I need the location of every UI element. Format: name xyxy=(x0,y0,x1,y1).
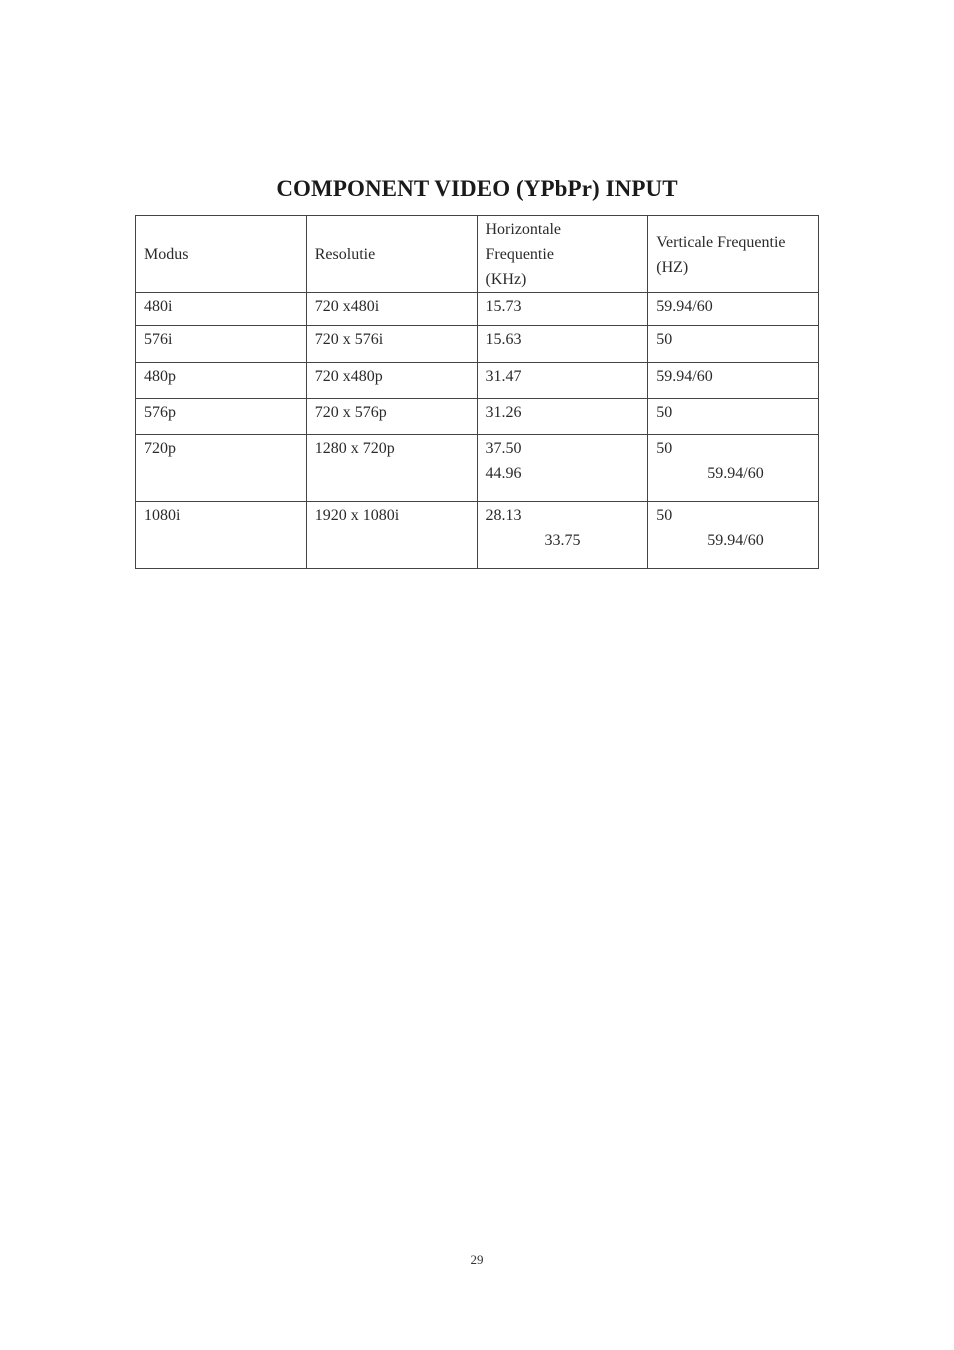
hfreq-value: 44.96 xyxy=(485,465,522,482)
header-vertical-frequency xyxy=(648,216,819,293)
vfreq-value: 59.94/60 xyxy=(707,532,764,549)
page-title: COMPONENT VIDEO (YPbPr) INPUT xyxy=(276,176,678,201)
cell-mode: 576p xyxy=(136,399,307,435)
cell-resolution: 720 x480i xyxy=(306,293,477,326)
hfreq-value: 37.50 xyxy=(485,440,522,457)
component-input-table xyxy=(135,215,819,569)
table-row xyxy=(136,399,819,435)
cell-mode: 576i xyxy=(136,326,307,363)
hfreq-value: 31.47 xyxy=(485,368,522,385)
header-hfreq-line: Horizontale xyxy=(485,221,562,238)
table-row xyxy=(136,363,819,399)
header-resolution: Resolutie xyxy=(306,216,477,293)
hfreq-value: 15.73 xyxy=(485,298,522,315)
cell-vfreq xyxy=(648,293,819,326)
cell-resolution: 720 x 576p xyxy=(306,399,477,435)
cell-vfreq xyxy=(648,363,819,399)
cell-hfreq xyxy=(477,502,648,569)
hfreq-value: 15.63 xyxy=(485,331,522,348)
page-number: 29 xyxy=(470,1252,484,1267)
cell-hfreq xyxy=(477,363,648,399)
table-row xyxy=(136,435,819,502)
hfreq-value: 31.26 xyxy=(485,404,522,421)
vfreq-value: 59.94/60 xyxy=(656,368,713,385)
vfreq-value: 50 xyxy=(656,331,673,348)
cell-resolution: 720 x480p xyxy=(306,363,477,399)
cell-vfreq xyxy=(648,399,819,435)
header-hfreq-line: (KHz) xyxy=(485,271,527,288)
header-mode: Modus xyxy=(136,216,307,293)
cell-vfreq xyxy=(648,326,819,363)
cell-mode: 720p xyxy=(136,435,307,502)
cell-vfreq xyxy=(648,435,819,502)
vfreq-value: 50 xyxy=(656,507,673,524)
cell-resolution: 1920 x 1080i xyxy=(306,502,477,569)
cell-hfreq xyxy=(477,399,648,435)
cell-mode: 1080i xyxy=(136,502,307,569)
cell-resolution: 720 x 576i xyxy=(306,326,477,363)
cell-hfreq xyxy=(477,326,648,363)
table-row xyxy=(136,293,819,326)
cell-resolution: 1280 x 720p xyxy=(306,435,477,502)
header-vfreq-line: (HZ) xyxy=(656,258,689,276)
cell-hfreq xyxy=(477,435,648,502)
header-hfreq-line: Frequentie xyxy=(485,246,554,263)
cell-vfreq xyxy=(648,502,819,569)
table-row xyxy=(136,502,819,569)
vfreq-value: 50 xyxy=(656,404,673,421)
cell-mode: 480i xyxy=(136,293,307,326)
table-header-row xyxy=(136,216,819,293)
vfreq-value: 59.94/60 xyxy=(656,298,713,315)
hfreq-value: 33.75 xyxy=(544,532,581,549)
hfreq-value: 28.13 xyxy=(485,507,522,524)
header-horizontal-frequency xyxy=(477,216,648,293)
table-row xyxy=(136,326,819,363)
vfreq-value: 50 xyxy=(656,440,673,457)
cell-mode: 480p xyxy=(136,363,307,399)
header-vfreq-line: Verticale Frequentie xyxy=(656,233,786,251)
cell-hfreq xyxy=(477,293,648,326)
vfreq-value: 59.94/60 xyxy=(707,465,764,482)
